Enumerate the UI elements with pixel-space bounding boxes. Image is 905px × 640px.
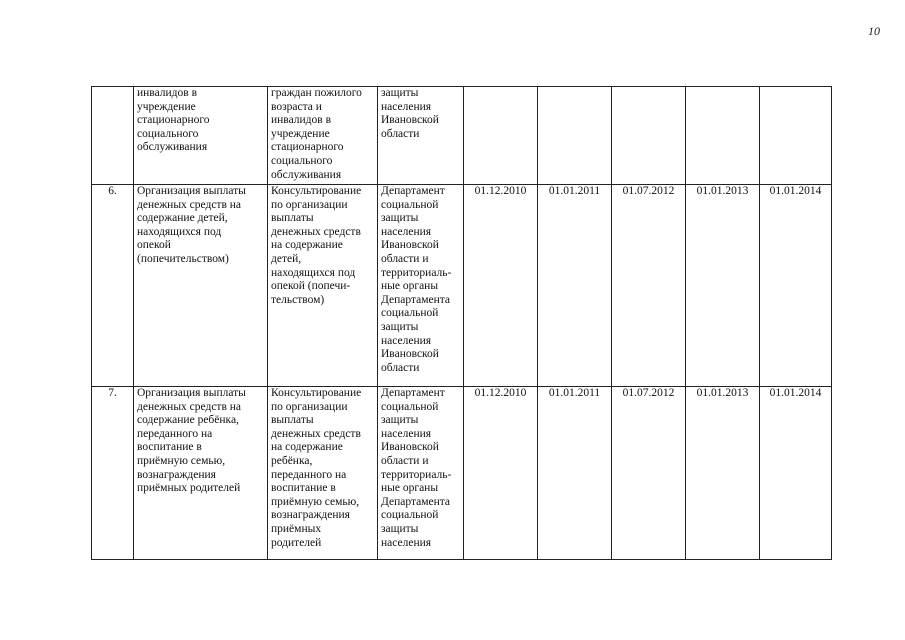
date-cell [538, 87, 612, 185]
row-number: 6. [92, 185, 134, 387]
date-cell: 01.07.2012 [612, 387, 686, 560]
date-cell [612, 87, 686, 185]
table-row [92, 87, 832, 185]
executor-cell: Департамент социальной защиты населения Ивановской области и территориаль- ные органы Департамента социальной защиты населения [378, 387, 464, 560]
date-cell [760, 87, 832, 185]
activity-cell: инвалидов в учреждение стационарного социального обслуживания [134, 87, 268, 185]
activity-cell: Организация выплаты денежных средств на содержание детей, находящихся под опекой (попечительством) [134, 185, 268, 387]
date-cell: 01.01.2014 [760, 387, 832, 560]
activity-cell: Организация выплаты денежных средств на содержание ребёнка, переданного на воспитание в приёмную семью, вознаграждения приёмных родителей [134, 387, 268, 560]
date-cell: 01.12.2010 [464, 387, 538, 560]
date-cell: 01.01.2013 [686, 387, 760, 560]
schedule-table [91, 86, 832, 560]
executor-cell: защиты населения Ивановской области [378, 87, 464, 185]
date-cell: 01.07.2012 [612, 185, 686, 387]
row-number: 7. [92, 387, 134, 560]
measure-cell: граждан пожилого возраста и инвалидов в учреждение стационарного социального обслуживания [268, 87, 378, 185]
date-cell: 01.12.2010 [464, 185, 538, 387]
executor-cell: Департамент социальной защиты населения Ивановской области и территориаль- ные органы Департамента социальной защиты населения Ивановской области [378, 185, 464, 387]
measure-cell: Консультирование по организации выплаты денежных средств на содержание ребёнка, переданного на воспитание в приёмную семью, вознаграждения приёмных родителей [268, 387, 378, 560]
date-cell: 01.01.2013 [686, 185, 760, 387]
measure-cell: Консультирование по организации выплаты денежных средств на содержание детей, находящихся под опекой (попечи- тельством) [268, 185, 378, 387]
date-cell [686, 87, 760, 185]
date-cell: 01.01.2011 [538, 387, 612, 560]
table-row [92, 387, 832, 560]
date-cell [464, 87, 538, 185]
date-cell: 01.01.2014 [760, 185, 832, 387]
page-number: 10 [868, 24, 880, 38]
date-cell: 01.01.2011 [538, 185, 612, 387]
table-row [92, 185, 832, 387]
row-number [92, 87, 134, 185]
